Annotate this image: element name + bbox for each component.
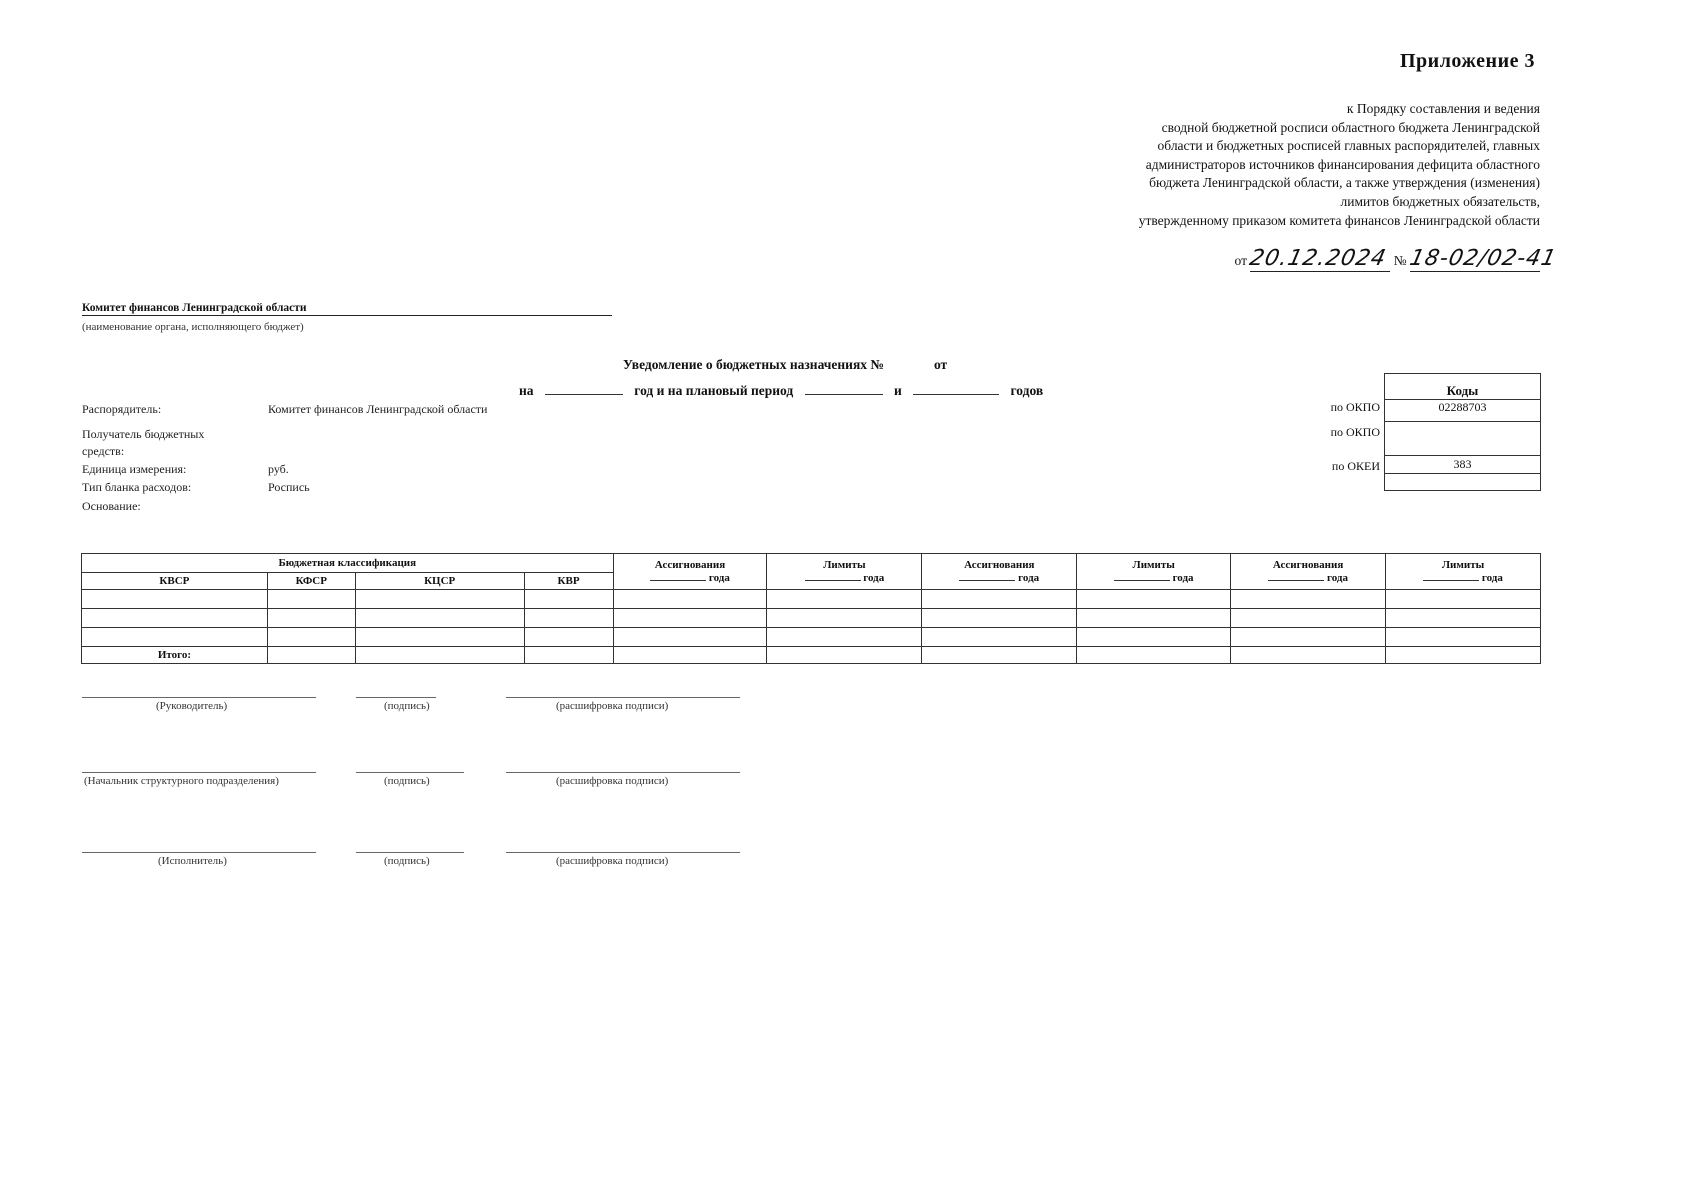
appendix-title: Приложение 3: [1400, 50, 1535, 72]
appendix-line: утвержденному приказом комитета финансов Ленинградской области: [1138, 212, 1540, 228]
field-label-unit: Единица измерения:: [82, 462, 187, 476]
notice-title: [623, 357, 947, 373]
col-header: [1386, 554, 1541, 590]
col-header-name: Ассигнования: [964, 559, 1035, 571]
signature-role: (Исполнитель): [158, 855, 227, 867]
col-header: [1077, 554, 1231, 590]
col-year-word: года: [863, 572, 885, 584]
codes-okei-value: 383: [1385, 456, 1541, 474]
col-year-word: года: [1172, 572, 1194, 584]
period-and: и: [893, 383, 902, 398]
appendix-line: администраторов источников финансирования дефицита областного: [1145, 156, 1540, 172]
col-header: [613, 554, 767, 590]
col-header-name: Ассигнования: [1272, 559, 1344, 571]
col-header: [767, 554, 922, 590]
col-year-word: года: [1326, 572, 1348, 584]
appendix-line: сводной бюджетной росписи областного бюджета Ленинградской: [1161, 119, 1540, 135]
col-header-name: Лимиты: [1441, 559, 1485, 571]
col-year-word: года: [708, 572, 730, 584]
col-header-name: Лимиты: [1132, 559, 1175, 571]
budget-classification-header: Бюджетная классификация: [82, 554, 614, 573]
codes-okpo-value: 02288703: [1385, 400, 1541, 422]
table-total-row: [82, 647, 1541, 664]
from-label: от: [1234, 253, 1247, 268]
handwritten-number: 18-02/02-41: [1407, 246, 1559, 271]
signature-role: (Начальник структурного подразделения): [84, 775, 279, 787]
notice-title-text: Уведомление о бюджетных назначениях №: [623, 357, 884, 372]
signature-sign: (подпись): [384, 775, 430, 787]
field-label-form-type: Тип бланка расходов:: [82, 480, 192, 494]
approval-date-number: [1234, 246, 1559, 272]
field-value-manager: Комитет финансов Ленинградской области: [268, 402, 488, 416]
col-kvr: КВР: [524, 573, 613, 590]
appendix-line: к Порядку составления и ведения: [1346, 101, 1540, 116]
total-label: Итого:: [82, 647, 268, 664]
col-kvsr: КВСР: [82, 573, 268, 590]
appendix-line: бюджета Ленинградской области, а также утверждения (изменения): [1149, 175, 1540, 191]
handwritten-date: 20.12.2024: [1247, 246, 1389, 271]
notice-from: от: [933, 357, 948, 372]
year-blank: [545, 382, 623, 395]
appendix-description: [1139, 100, 1540, 230]
signature-sign: (подпись): [384, 700, 430, 712]
col-header: [1231, 554, 1386, 590]
signature-decode: (расшифровка подписи): [556, 700, 669, 712]
year-blank: [913, 382, 999, 395]
signature-decode: (расшифровка подписи): [556, 855, 669, 867]
codes-empty-value: [1385, 474, 1541, 491]
org-caption: (наименование органа, исполняющего бюджет): [82, 321, 304, 333]
codes-table: [1384, 373, 1541, 491]
field-value-unit: руб.: [268, 462, 289, 476]
codes-okpo-2-value: [1385, 422, 1541, 456]
codes-label-okei: по ОКЕИ: [1331, 459, 1380, 473]
col-year-word: года: [1018, 572, 1040, 584]
col-year-word: года: [1481, 572, 1503, 584]
field-value-form-type: Роспись: [268, 480, 310, 494]
org-name: Комитет финансов Ленинградской области: [82, 302, 612, 316]
table-row: [82, 628, 1541, 647]
budget-table: [81, 553, 1541, 664]
appendix-line: области и бюджетных росписей главных распорядителей, главных: [1157, 138, 1540, 154]
appendix-line: лимитов бюджетных обязательств,: [1340, 193, 1540, 209]
signature-decode: (расшифровка подписи): [556, 775, 669, 787]
col-header-name: Лимиты: [823, 559, 866, 571]
field-label-recipient: Получатель бюджетных средств:: [82, 427, 205, 458]
period-prefix: на: [519, 383, 534, 398]
period-line: [519, 382, 1043, 399]
codes-header: Коды: [1385, 374, 1541, 400]
number-label: №: [1393, 253, 1407, 268]
col-header: [922, 554, 1077, 590]
period-suffix: годов: [1010, 383, 1044, 398]
year-blank: [805, 382, 883, 395]
number-field: [1407, 246, 1559, 272]
table-row: [82, 590, 1541, 609]
col-kcsr: КЦСР: [355, 573, 524, 590]
signature-sign: (подпись): [384, 855, 430, 867]
field-label-basis: Основание:: [82, 499, 141, 513]
date-field: [1247, 246, 1390, 272]
codes-label-okpo: по ОКПО: [1330, 400, 1380, 414]
field-label-manager: Распорядитель:: [82, 402, 162, 416]
signature-role: (Руководитель): [156, 700, 228, 712]
period-mid: год и на плановый период: [634, 383, 794, 398]
col-kfsr: КФСР: [267, 573, 355, 590]
codes-label-okpo-2: по ОКПО: [1330, 425, 1380, 439]
table-row: [82, 609, 1541, 628]
col-header-name: Ассигнования: [654, 559, 726, 571]
